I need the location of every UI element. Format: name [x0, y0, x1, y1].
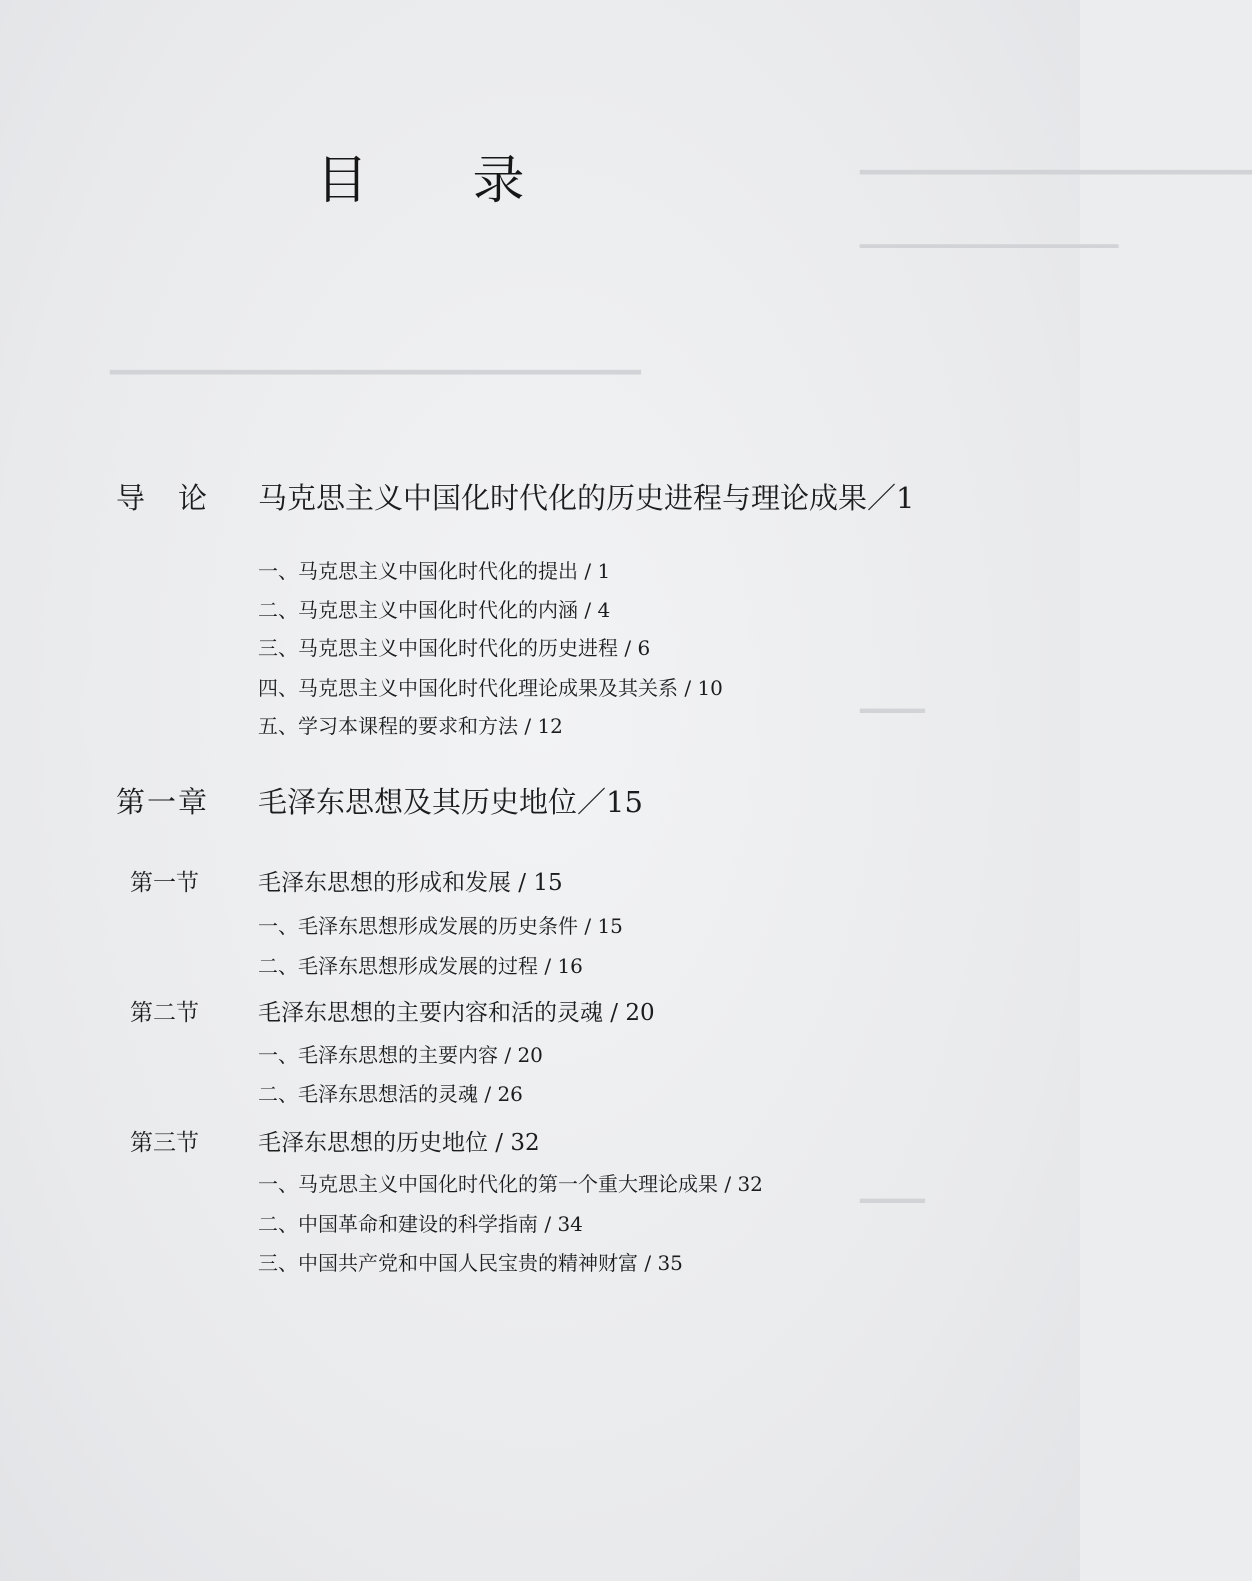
bleed-through-shadow: ▁▁▁▁▁▁▁▁▁▁▁▁▁▁▁▁▁ [860, 140, 1252, 175]
section-title: 毛泽东思想的主要内容和活的灵魂 / 20 [258, 1000, 655, 1026]
bleed-through-shadow: ▁▁▁ [860, 680, 925, 713]
page-title: 目 录 [316, 151, 569, 211]
toc-entry: 三、马克思主义中国化时代化的历史进程 / 6 [258, 636, 651, 660]
toc-entry: 一、毛泽东思想形成发展的历史条件 / 15 [258, 914, 623, 938]
toc-entry: 一、毛泽东思想的主要内容 / 20 [258, 1043, 543, 1067]
toc-entry: 二、马克思主义中国化时代化的内涵 / 4 [258, 598, 611, 622]
toc-entry: 一、马克思主义中国化时代化的第一个重大理论成果 / 32 [258, 1172, 763, 1196]
toc-entry: 一、马克思主义中国化时代化的提出 / 1 [258, 559, 611, 583]
chapter-label: 第一章 [116, 785, 210, 819]
section-title: 毛泽东思想的形成和发展 / 15 [258, 870, 563, 896]
section-label: 第一节 [130, 870, 199, 896]
section-label: 第三节 [130, 1130, 199, 1156]
section-title: 毛泽东思想的历史地位 / 32 [258, 1130, 540, 1156]
bleed-through-shadow: ▁▁▁ [860, 1170, 925, 1203]
toc-entry: 二、毛泽东思想活的灵魂 / 26 [258, 1082, 523, 1106]
intro-title: 马克思主义中国化时代化的历史进程与理论成果／1 [258, 481, 915, 515]
chapter-title: 毛泽东思想及其历史地位／15 [258, 785, 643, 819]
toc-entry: 二、毛泽东思想形成发展的过程 / 16 [258, 954, 583, 978]
toc-entry: 二、中国革命和建设的科学指南 / 34 [258, 1212, 583, 1236]
bleed-through-shadow: ▁▁▁▁▁▁▁▁▁▁▁▁▁▁ [860, 220, 1119, 248]
bleed-through-shadow: ▁▁▁▁▁▁▁▁▁▁▁▁▁▁▁▁▁▁▁▁▁▁▁ [110, 340, 641, 375]
toc-entry: 五、学习本课程的要求和方法 / 12 [258, 714, 563, 738]
toc-entry: 四、马克思主义中国化时代化理论成果及其关系 / 10 [258, 676, 723, 700]
section-label: 第二节 [130, 1000, 199, 1026]
intro-label: 导 论 [116, 481, 210, 515]
toc-entry: 三、中国共产党和中国人民宝贵的精神财富 / 35 [258, 1251, 683, 1275]
